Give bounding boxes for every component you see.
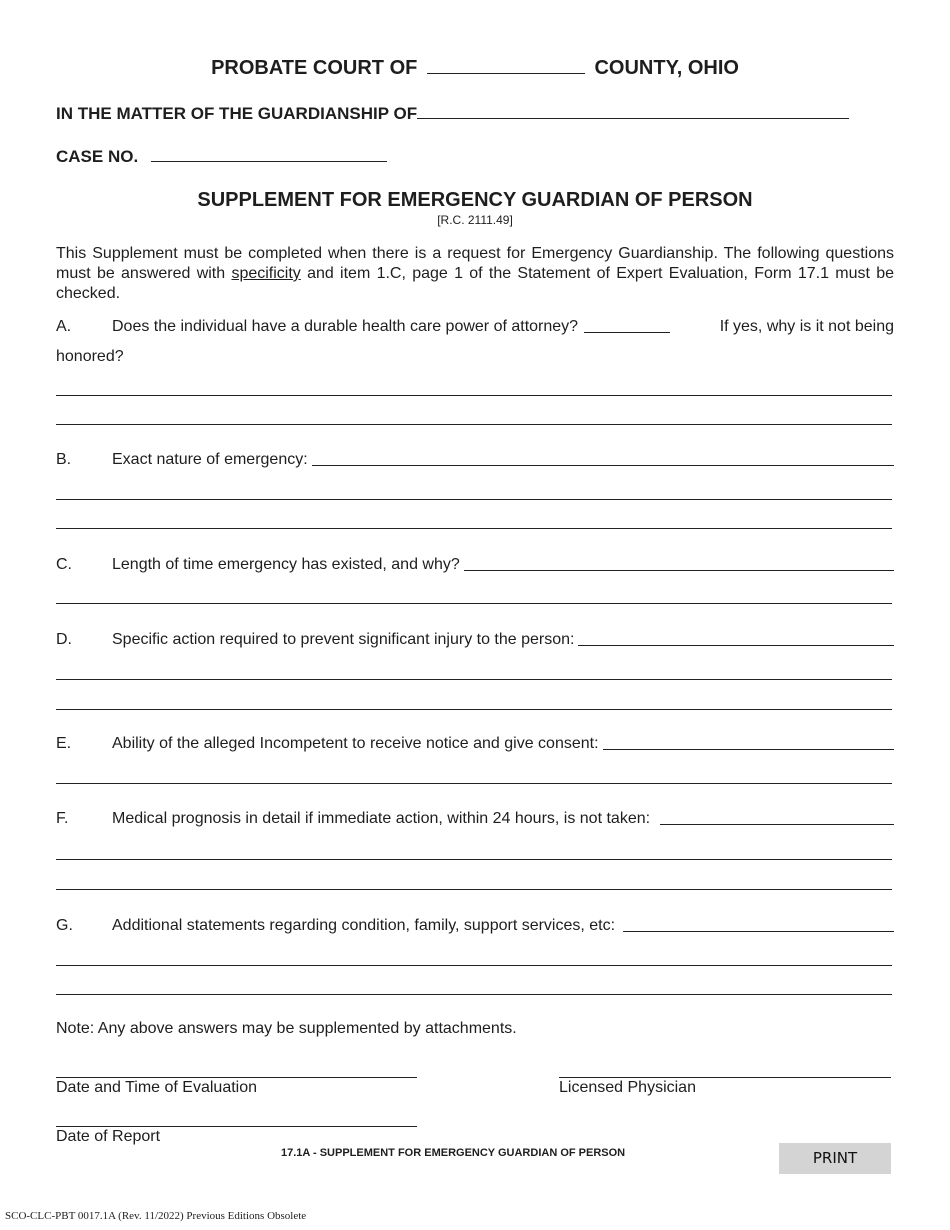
question-letter: G. bbox=[56, 917, 73, 934]
question-letter: D. bbox=[56, 631, 72, 648]
report-date-line[interactable] bbox=[56, 1126, 417, 1127]
question-e bbox=[56, 735, 894, 753]
court-heading bbox=[0, 57, 950, 80]
question-letter: A. bbox=[56, 318, 72, 335]
question-letter: E. bbox=[56, 735, 72, 752]
answer-line[interactable] bbox=[56, 499, 892, 500]
case-number-line bbox=[56, 147, 387, 167]
ward-name-field[interactable] bbox=[417, 118, 849, 119]
answer-line[interactable] bbox=[56, 965, 892, 966]
evaluation-date-line[interactable] bbox=[56, 1077, 417, 1078]
answer-field[interactable] bbox=[623, 931, 894, 932]
answer-field[interactable] bbox=[312, 465, 894, 466]
question-text: Does the individual have a durable health care power of attorney? bbox=[112, 318, 579, 335]
answer-line[interactable] bbox=[56, 603, 892, 604]
answer-line[interactable] bbox=[56, 528, 892, 529]
physician-signature-line[interactable] bbox=[559, 1077, 891, 1078]
answer-line[interactable] bbox=[56, 424, 892, 425]
question-text: Ability of the alleged Incompetent to receive notice and give consent: bbox=[112, 735, 599, 752]
court-suffix: COUNTY, OHIO bbox=[594, 57, 739, 79]
question-continuation: honored? bbox=[56, 348, 124, 365]
question-text: Exact nature of emergency: bbox=[112, 451, 308, 468]
question-g bbox=[56, 917, 894, 935]
intro-underlined: specificity bbox=[231, 265, 301, 282]
intro-text-2: and item 1.C, page 1 of the Statement of Expert Evaluation, Form 17.1 must be checked. bbox=[56, 265, 895, 302]
question-text: Medical prognosis in detail if immediate action, within 24 hours, is not taken: bbox=[112, 810, 651, 827]
matter-label: IN THE MATTER OF THE GUARDIANSHIP OF bbox=[56, 104, 418, 123]
report-date-label: Date of Report bbox=[56, 1128, 161, 1145]
question-f bbox=[56, 810, 894, 828]
question-c bbox=[56, 556, 894, 574]
question-text: Specific action required to prevent significant injury to the person: bbox=[112, 631, 575, 648]
question-letter: C. bbox=[56, 556, 72, 573]
case-label: CASE NO. bbox=[56, 147, 139, 166]
answer-field[interactable] bbox=[603, 749, 894, 750]
poa-answer-field[interactable] bbox=[584, 332, 670, 333]
evaluation-date-label: Date and Time of Evaluation bbox=[56, 1079, 258, 1096]
answer-line[interactable] bbox=[56, 395, 892, 396]
question-followup: If yes, why is it not being bbox=[719, 318, 894, 335]
answer-line[interactable] bbox=[56, 889, 892, 890]
form-footer-title: 17.1A - SUPPLEMENT FOR EMERGENCY GUARDIAN OF PERSON bbox=[281, 1147, 626, 1159]
question-letter: B. bbox=[56, 451, 72, 468]
answer-field[interactable] bbox=[578, 645, 894, 646]
county-field[interactable] bbox=[427, 73, 585, 74]
question-d bbox=[56, 631, 894, 649]
page-title: SUPPLEMENT FOR EMERGENCY GUARDIAN OF PERSON bbox=[197, 189, 753, 211]
intro-text-1: This Supplement must be completed when there is a request for Emergency Guardianship. The following questions must be answered with bbox=[56, 245, 894, 282]
answer-field[interactable] bbox=[464, 570, 894, 571]
answer-line[interactable] bbox=[56, 994, 892, 995]
court-prefix: PROBATE COURT OF bbox=[211, 57, 418, 79]
question-letter: F. bbox=[56, 810, 69, 827]
physician-signature-label: Licensed Physician bbox=[559, 1079, 696, 1096]
answer-line[interactable] bbox=[56, 859, 892, 860]
statute-reference: [R.C. 2111.49] bbox=[437, 213, 513, 227]
print-button[interactable]: PRINT bbox=[779, 1143, 891, 1174]
form-code: SCO-CLC-PBT 0017.1A (Rev. 11/2022) Previous Editions Obsolete bbox=[5, 1210, 307, 1222]
case-number-field[interactable] bbox=[151, 161, 387, 162]
answer-line[interactable] bbox=[56, 679, 892, 680]
answer-field[interactable] bbox=[660, 824, 894, 825]
answer-line[interactable] bbox=[56, 709, 892, 710]
question-text: Additional statements regarding condition, family, support services, etc: bbox=[112, 917, 616, 934]
question-text: Length of time emergency has existed, and why? bbox=[112, 556, 460, 573]
guardianship-matter-line bbox=[56, 104, 849, 124]
attachments-note: Note: Any above answers may be supplemented by attachments. bbox=[56, 1020, 517, 1037]
intro-paragraph bbox=[56, 244, 894, 304]
question-b bbox=[56, 451, 894, 469]
question-a bbox=[56, 318, 894, 336]
answer-line[interactable] bbox=[56, 783, 892, 784]
